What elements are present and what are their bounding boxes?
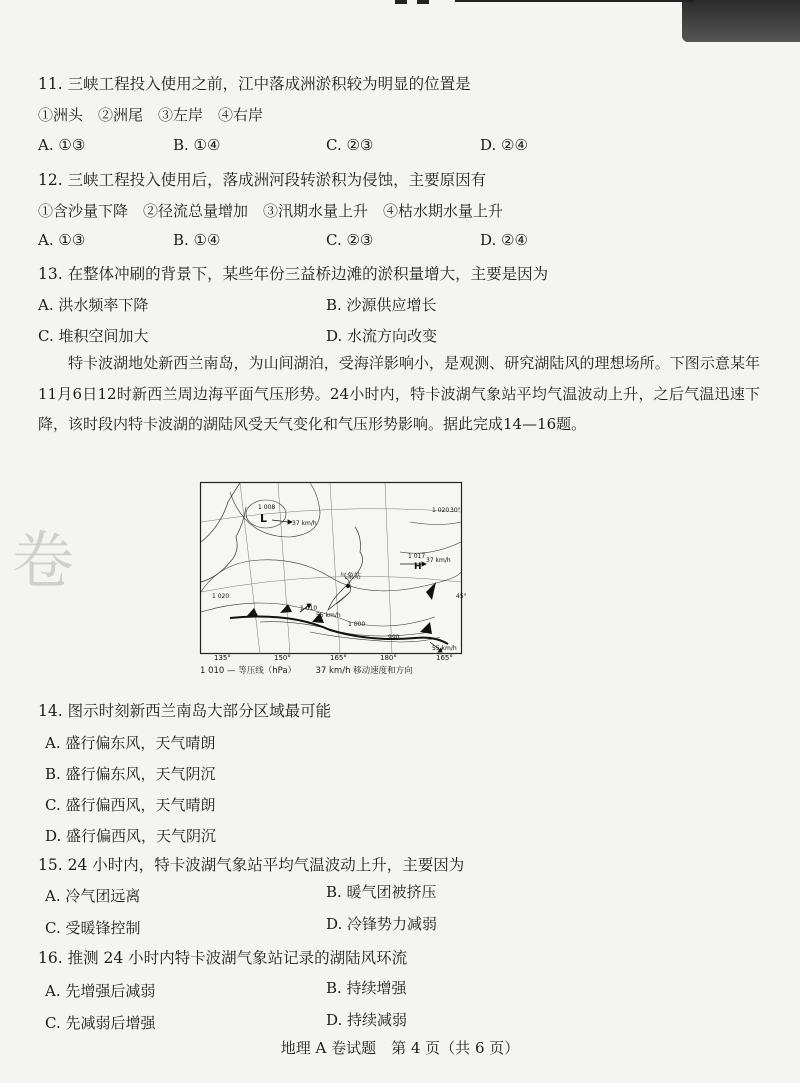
q11-option-d[interactable]: D. ②④ xyxy=(480,136,528,154)
isobar-label-1020-east: 1 020 xyxy=(432,507,450,514)
q12-option-b[interactable]: B. ①④ xyxy=(173,231,221,249)
page-footer: 地理 A 卷试题 第 4 页（共 6 页） xyxy=(280,1039,520,1057)
lat-label-45: 45° xyxy=(456,593,467,600)
isobar-label-1000: 1 000 xyxy=(348,621,366,628)
watermark-stamp: 卷 xyxy=(12,524,75,597)
lon-label-135: 135° xyxy=(214,654,231,662)
q13-option-d[interactable]: D. 水流方向改变 xyxy=(326,327,438,345)
isobar-label-990: 990 xyxy=(388,634,400,641)
q11-option-a[interactable]: A. ①③ xyxy=(38,136,86,154)
lon-label-165-west: 165° xyxy=(436,654,453,662)
station-label: 气象站 xyxy=(340,572,361,580)
speed-label-3: 55 km/h xyxy=(316,612,341,619)
map-frame xyxy=(201,483,462,654)
q16-option-c[interactable]: C. 先减弱后增强 xyxy=(45,1014,156,1032)
q14-option-c[interactable]: C. 盛行偏西风，天气晴朗 xyxy=(45,796,216,814)
q16-option-a[interactable]: A. 先增强后减弱 xyxy=(45,982,156,1000)
q16-option-d[interactable]: D. 持续减弱 xyxy=(326,1011,408,1029)
legend-movement: 37 km/h 移动速度和方向 xyxy=(315,666,413,676)
q13-stem: 13. 在整体冲刷的背景下，某些年份三益桥边滩的淤积量增大，主要是因为 xyxy=(38,265,549,283)
q12-stem: 12. 三峡工程投入使用后，落成洲河段转淤积为侵蚀，主要原因有 xyxy=(38,171,487,189)
station-marker xyxy=(346,584,350,588)
q12-option-a[interactable]: A. ①③ xyxy=(38,231,86,249)
speed-label-2: 37 km/h xyxy=(426,557,451,564)
speed-label-1: 37 km/h xyxy=(292,520,317,527)
lat-label-30: 30° xyxy=(450,507,461,514)
q16-stem: 16. 推测 24 小时内特卡波湖气象站记录的湖陆风环流 xyxy=(38,949,408,967)
q14-option-b[interactable]: B. 盛行偏东风，天气阴沉 xyxy=(45,765,216,783)
low-pressure-label: L xyxy=(260,512,268,525)
q11-stem: 11. 三峡工程投入使用之前，江中落成洲淤积较为明显的位置是 xyxy=(38,75,471,93)
high-pressure-label: H xyxy=(414,562,422,572)
q15-option-c[interactable]: C. 受暖锋控制 xyxy=(45,919,141,937)
isobar-label-1020-west: 1 020 xyxy=(212,593,230,600)
q15-option-d[interactable]: D. 冷锋势力减弱 xyxy=(326,915,438,933)
q12-items: ①含沙量下降 ②径流总量增加 ③汛期水量上升 ④枯水期水量上升 xyxy=(38,202,504,220)
pressure-map xyxy=(200,482,467,662)
isobar-label-1008: 1 008 xyxy=(258,504,276,511)
material-paragraph: 特卡波湖地处新西兰南岛，为山间湖泊，受海洋影响小，是观测、研究湖陆风的理想场所。下图示意某年11月6日12时新西兰周边海平面气压形势。24小时内，特卡波湖气象站平均气温波动上升，之后气温迅速下降，该时段内特卡波湖的湖陆风受天气变化和气压形势影响。据此完成14—16题。 xyxy=(38,354,760,433)
q12-option-c[interactable]: C. ②③ xyxy=(326,231,374,249)
q14-option-d[interactable]: D. 盛行偏西风，天气阴沉 xyxy=(45,827,217,845)
speed-label-4: 55 km/h xyxy=(432,645,457,652)
q12-option-d[interactable]: D. ②④ xyxy=(480,231,528,249)
q15-stem: 15. 24 小时内，特卡波湖气象站平均气温波动上升，主要因为 xyxy=(38,856,465,874)
q15-option-b[interactable]: B. 暖气团被挤压 xyxy=(326,883,437,901)
lon-label-180: 180° xyxy=(380,654,397,662)
lon-label-150: 150° xyxy=(274,654,291,662)
q16-option-b[interactable]: B. 持续增强 xyxy=(326,979,407,997)
q14-stem: 14. 图示时刻新西兰南岛大部分区域最可能 xyxy=(38,702,332,720)
q11-option-c[interactable]: C. ②③ xyxy=(326,136,374,154)
q13-option-a[interactable]: A. 洪水频率下降 xyxy=(38,296,149,314)
q11-option-b[interactable]: B. ①④ xyxy=(173,136,221,154)
q11-items: ①洲头 ②洲尾 ③左岸 ④右岸 xyxy=(38,106,264,124)
isobar-label-1010: 1 010 xyxy=(300,605,318,612)
isobar-label-1017: 1 017 xyxy=(408,553,426,560)
lon-label-165: 165° xyxy=(330,654,347,662)
q15-option-a[interactable]: A. 冷气团远离 xyxy=(45,887,141,905)
q14-option-a[interactable]: A. 盛行偏东风，天气晴朗 xyxy=(45,734,216,752)
map-legend xyxy=(200,664,413,676)
q13-option-c[interactable]: C. 堆积空间加大 xyxy=(38,327,149,345)
legend-isobar: 1 010 — 等压线（hPa） xyxy=(200,666,297,676)
q13-option-b[interactable]: B. 沙源供应增长 xyxy=(326,296,437,314)
